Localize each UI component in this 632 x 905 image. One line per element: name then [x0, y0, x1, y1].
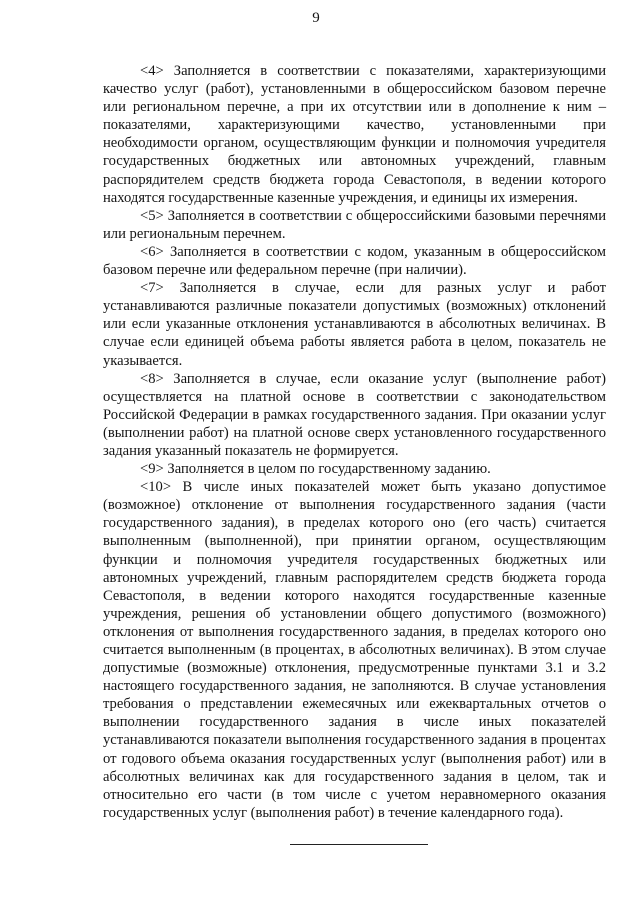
footnotes-block: [103, 62, 606, 822]
footnote-6: <6> Заполняется в соответствии с кодом, указанным в общероссийском базовом перечне или федеральном перечне (при наличии).: [103, 243, 606, 279]
footnote-8: <8> Заполняется в случае, если оказание услуг (выполнение работ) осуществляется на платной основе в соответствии с законодательством Российской Федерации в рамках государственного задания. При оказании услуг (выполнении работ) на платной основе сверх установленного государственного задания указанный показатель не формируется.: [103, 370, 606, 459]
footnote-5: <5> Заполняется в соответствии с общероссийскими базовыми перечнями или региональным перечнем.: [103, 207, 606, 242]
page-number: 9: [312, 10, 320, 26]
footnote-10: <10> В числе иных показателей может быть указано допустимое (возможное) отклонение от выполнения государственного задания (части государственного задания), в пределах которого оно (его часть) считается выполненным (выполненной), при принятии органом, осуществляющим функции и полномочия учредителя государственных бюджетных или автономных учреждений, главным распорядителем средств бюджета города Севастополя, в ведении которого находятся государственные казенные учреждения, решения об установлении общего допустимого (возможного) отклонения от выполнения государственного задания, в пределах которого оно считается выполненным (в процентах, в абсолютных величинах). В этом случае допустимые (возможные) отклонения, предусмотренные пунктами 3.1 и 3.2 настоящего государственного задания, не заполняются. В случае установления требования о представлении ежемесячных или ежеквартальных отчетов о выполнении государственного задания в числе иных показателей устанавливаются показатели выполнения государственного задания в процентах от годового объема оказания государственных услуг (выполнения работ) или в абсолютных величинах как для государственного задания в целом, так и относительно его части (в том числе с учетом неравномерного оказания государственных услуг (выполнения работ) в течение календарного года).: [103, 479, 606, 821]
footnote-7: <7> Заполняется в случае, если для разных услуг и работ устанавливаются различные показатели допустимых (возможных) отклонений или если указанные отклонения устанавливаются в абсолютных величинах. В случае если единицей объема работы является работа в целом, показатель не указывается.: [103, 280, 606, 369]
footnote-4: <4> Заполняется в соответствии с показателями, характеризующими качество услуг (работ), установленными в общероссийском базовом перечне или региональном перечне, а при их отсутствии или в дополнение к ним – показателями, характеризующими качество, установленными при необходимости органом, осуществляющим функции и полномочия учредителя государственных бюджетных или автономных учреждений, главным распорядителем средств бюджета города Севастополя, в ведении которого находятся государственные казенные учреждения, и единицы их измерения.: [103, 63, 606, 206]
footnote-9: <9> Заполняется в целом по государственному заданию.: [140, 461, 491, 478]
footer-divider-line: [290, 844, 428, 845]
